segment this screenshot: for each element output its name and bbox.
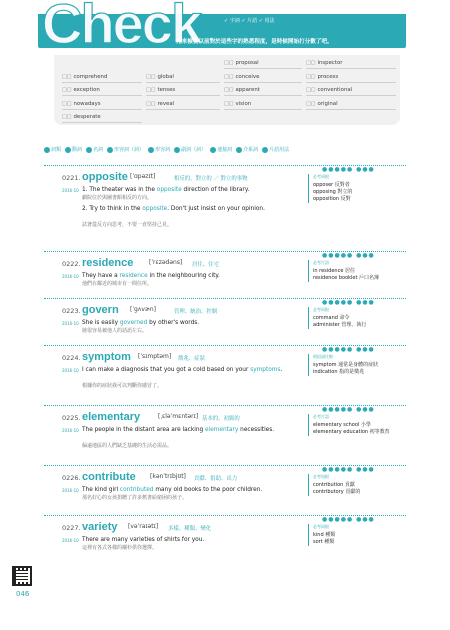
checkbox-icon[interactable]: □□: [62, 73, 72, 80]
checkbox-icon[interactable]: □□: [306, 87, 316, 93]
legend-dot-icon: [44, 147, 50, 153]
entry-ipa: [ˌɛləˈmɛntərɪ]: [158, 413, 199, 420]
entry-ipa: [ˈsɪmptəm]: [138, 353, 172, 360]
legend-dot-icon: [107, 147, 113, 153]
example-sentence: They have a residence in the neighbouring city.: [82, 273, 220, 279]
qr-code-icon: [12, 566, 32, 586]
check-title: Check: [42, 0, 201, 55]
checkbox-icon[interactable]: □□: [224, 100, 234, 107]
entry-word[interactable]: contribute: [82, 471, 136, 483]
legend-item: [65, 147, 82, 153]
checklist-item[interactable]: [224, 57, 302, 69]
entry-date: 2016-10: [62, 538, 79, 543]
legend-dot-icon: [210, 147, 216, 153]
checklist-word: tenses: [157, 87, 176, 93]
checkbox-icon[interactable]: □□: [146, 100, 156, 107]
highlighted-word: governed: [119, 320, 148, 326]
example-sentence: There are many varieties of shirts for you.: [82, 537, 205, 543]
example-translation: 這裡有各式各樣的襯衫供你選擇。: [82, 545, 158, 551]
checklist-word: reveal: [157, 100, 175, 107]
side-note: [308, 474, 406, 496]
legend-item: [44, 147, 61, 153]
rating-dots-icon: ●●●●● ●●●: [322, 466, 375, 473]
entry-header: [62, 352, 310, 365]
side-note-line: opposition 反對: [313, 196, 351, 202]
example-translation: 根據你的症狀我可以判斷你感冒了。: [82, 383, 163, 389]
checklist-word: comprehend: [73, 73, 108, 80]
example-translation: 偏遠地區的人們缺乏基礎的生活必需品。: [82, 443, 173, 449]
checklist-word: vision: [235, 100, 252, 107]
checklist-item[interactable]: [224, 98, 302, 110]
legend-dot-icon: [65, 147, 71, 153]
rating-dots-icon: ●●●●● ●●●: [322, 406, 375, 413]
side-note-line: opposing 對立的: [313, 189, 353, 195]
checkbox-icon[interactable]: □□: [62, 114, 72, 120]
legend-item: [210, 147, 232, 153]
highlighted-word: opposite: [156, 187, 182, 193]
side-note-line: symptom 通常是身體的症狀: [313, 362, 379, 368]
legend-label: 形容詞（詞）: [114, 147, 145, 153]
checklist-word: desperate: [73, 114, 101, 120]
entry-word[interactable]: symptom: [82, 351, 131, 363]
legend-label: 連接詞: [217, 147, 233, 153]
entry-definition: 相反的、對立的 ／ 對立的事物: [174, 176, 248, 182]
entry-ipa: [kənˈtrɪbjʊt]: [150, 473, 186, 480]
highlighted-word: opposite: [142, 206, 168, 212]
entry-number: 0223.: [62, 307, 81, 315]
side-note-line: kind 種類: [313, 532, 336, 538]
rating-dots-icon: ●●●●● ●●●: [322, 516, 375, 523]
side-note: [308, 307, 406, 329]
entry-number: 0224.: [62, 354, 81, 362]
side-note-tag: 必考同根: [313, 174, 329, 179]
legend-dot-icon: [236, 147, 242, 153]
entry-ipa: [ˈgʌvɚn]: [130, 306, 156, 313]
side-note-tag: 必考同根: [313, 474, 329, 479]
entry-ipa: [ˈɑpəzɪt]: [130, 173, 156, 180]
checkbox-icon[interactable]: □□: [146, 87, 156, 93]
checklist-word: proposal: [235, 60, 259, 66]
example-translation: 試著從反方向思考，不要一直堅持己見。: [82, 222, 173, 228]
side-note-line: in residence 居住: [313, 268, 355, 274]
side-note: [308, 174, 406, 203]
entry-word[interactable]: residence: [82, 257, 134, 269]
legend-label: 副詞（詞）: [181, 147, 207, 153]
entry-date: 2016-10: [62, 274, 79, 279]
entry-number: 0227.: [62, 524, 81, 532]
checklist-item[interactable]: [306, 98, 396, 110]
entry-number: 0221.: [62, 174, 81, 182]
example-translation: 她很容易被他人的話語左右。: [82, 328, 148, 334]
entry-date: 2016-10: [62, 188, 79, 193]
legend-item: [86, 147, 103, 153]
entry-header: [62, 172, 310, 185]
legend-label: 介系詞: [243, 147, 259, 153]
checkbox-icon[interactable]: □□: [62, 100, 72, 107]
checklist-item[interactable]: [146, 98, 220, 110]
entry-definition: 貢獻、捐助、出力: [194, 476, 238, 482]
side-note-tag: 必考同根: [313, 307, 329, 312]
entry-definition: 居住、住宅: [192, 262, 219, 268]
legend-label: 形容詞: [155, 147, 171, 153]
rating-dots-icon: ●●●●● ●●●: [322, 166, 375, 173]
checklist-item[interactable]: [62, 98, 142, 110]
entry-definition: 徵兆、症狀: [178, 356, 205, 362]
highlighted-word: elementary: [205, 427, 239, 433]
entry-definition: 管理、統治、控制: [174, 309, 218, 315]
example-sentence: 1. The theater was in the opposite direction of the library.: [82, 187, 250, 193]
checklist-item[interactable]: [62, 84, 142, 96]
side-note-line: residence booklet 戶口名簿: [313, 275, 380, 281]
checklist-item[interactable]: [146, 71, 220, 83]
entry-word[interactable]: variety: [82, 521, 118, 533]
checklist-word: conceive: [235, 73, 260, 80]
checkbox-icon[interactable]: □□: [224, 73, 234, 80]
example-translation: 劇院位於與圖書館相反的方向。: [82, 195, 153, 201]
checklist-item[interactable]: [146, 84, 220, 96]
checklist-item[interactable]: [62, 71, 142, 83]
highlighted-word: contributed: [119, 487, 154, 493]
checklist-word: nowadays: [73, 100, 101, 107]
checklist-item[interactable]: [306, 84, 396, 96]
legend-item: [148, 147, 170, 153]
side-note: [308, 524, 406, 546]
legend-item: [262, 147, 289, 153]
side-note: [308, 260, 406, 282]
side-note-tag: 相似詞比較: [313, 354, 333, 359]
rating-dots-icon: ●●●●● ●●●: [322, 346, 375, 353]
highlighted-word: residence: [119, 273, 148, 279]
entry-header: [62, 412, 310, 425]
side-note-line: elementary school 小學: [313, 422, 371, 428]
entry-header: [62, 305, 310, 318]
header-tag: ✓ 字詞 ✓ 片語 ✓ 用法: [224, 18, 275, 24]
legend-dot-icon: [148, 147, 154, 153]
entry-number: 0226.: [62, 474, 81, 482]
side-note-tag: 必考同根: [313, 524, 329, 529]
checklist-item[interactable]: [306, 71, 396, 83]
entry-date: 2016-10: [62, 488, 79, 493]
checklist-word: original: [317, 100, 338, 107]
legend-dot-icon: [86, 147, 92, 153]
entry-header: [62, 522, 310, 535]
side-note-line: opposer 反對者: [313, 182, 350, 188]
header-instruction: 先來檢視以前對於這些字的熟悉程度，是時候開始打分數了吧。: [176, 39, 333, 45]
example-sentence: The people in the distant area are lacking elementary necessities.: [82, 427, 275, 433]
checkbox-icon[interactable]: □□: [224, 87, 234, 93]
side-note: [308, 354, 406, 376]
checkbox-icon[interactable]: □□: [62, 87, 72, 93]
entry-date: 2016-10: [62, 428, 79, 433]
checklist-item[interactable]: [306, 57, 396, 69]
rating-dots-icon: ●●●●● ●●●: [322, 299, 375, 306]
legend-label: 動詞: [72, 147, 83, 153]
legend-bar: [44, 146, 404, 156]
checklist-word: apparent: [235, 87, 260, 93]
example-sentence: 2. Try to think in the opposite. Don't just insist on your opinion.: [82, 206, 265, 212]
legend-dot-icon: [174, 147, 180, 153]
checkbox-icon[interactable]: □□: [306, 73, 316, 80]
side-note-line: command 命令: [313, 315, 350, 321]
checkbox-icon[interactable]: □□: [306, 60, 316, 66]
side-note-line: contributory 貢獻的: [313, 489, 361, 495]
entry-ipa: [ˈrɛzədəns]: [149, 259, 183, 266]
side-note-line: contribution 貢獻: [313, 482, 355, 488]
example-translation: 他們在鄰近的城市有一間住所。: [82, 281, 153, 287]
entry-header: [62, 472, 310, 485]
page-number: 046: [16, 590, 30, 598]
entry-date: 2016-10: [62, 321, 79, 326]
checklist-word: conventional: [317, 87, 353, 93]
entry-header: [62, 258, 310, 271]
entry-word[interactable]: elementary: [82, 411, 141, 423]
rating-dots-icon: ●●●●● ●●●: [322, 252, 375, 259]
example-sentence: I can make a diagnosis that you got a cold based on your symptoms.: [82, 367, 283, 373]
checklist-word: exception: [73, 87, 100, 93]
side-note-line: elementary education 初等教育: [313, 429, 390, 435]
side-note-tag: 必考片語: [313, 260, 329, 265]
entry-number: 0225.: [62, 414, 81, 422]
example-sentence: She is easily governed by other's words.: [82, 320, 200, 326]
legend-item: [236, 147, 258, 153]
checklist-item[interactable]: [224, 71, 302, 83]
entry-date: 2016-10: [62, 368, 79, 373]
checkbox-icon[interactable]: □□: [224, 60, 234, 66]
checklist-item[interactable]: [224, 84, 302, 96]
checkbox-icon[interactable]: □□: [146, 73, 156, 80]
side-note: [308, 414, 406, 436]
side-note-tag: 必考片語: [313, 414, 329, 419]
highlighted-word: symptoms: [250, 367, 281, 373]
legend-item: [174, 147, 206, 153]
example-sentence: The kind girl contributed many old books to the poor children.: [82, 487, 263, 493]
checklist-word: global: [157, 73, 174, 80]
checkbox-icon[interactable]: □□: [306, 100, 316, 107]
legend-dot-icon: [262, 147, 268, 153]
legend-item: [107, 147, 144, 153]
entry-number: 0222.: [62, 260, 81, 268]
side-note-line: sort 種類: [313, 539, 335, 545]
legend-label: 片語用法: [269, 147, 290, 153]
legend-label: 名詞: [93, 147, 104, 153]
checklist-word: inspector: [317, 60, 343, 66]
side-note-line: administer 管理、執行: [313, 322, 367, 328]
side-note-line: indication 指的是徵兆: [313, 369, 365, 375]
entry-definition: 多樣、種類、變化: [168, 526, 212, 532]
entry-definition: 基本的、初級的: [202, 416, 240, 422]
example-translation: 那名好心的女孩捐贈了許多舊書給窮困的孩子。: [82, 495, 188, 501]
checklist-item[interactable]: [62, 111, 142, 123]
entry-word[interactable]: govern: [82, 304, 119, 316]
legend-label: 詞類: [51, 147, 62, 153]
checklist-word: process: [317, 73, 339, 80]
entry-ipa: [vəˈraɪətɪ]: [128, 523, 159, 530]
entry-word[interactable]: opposite: [82, 171, 128, 183]
